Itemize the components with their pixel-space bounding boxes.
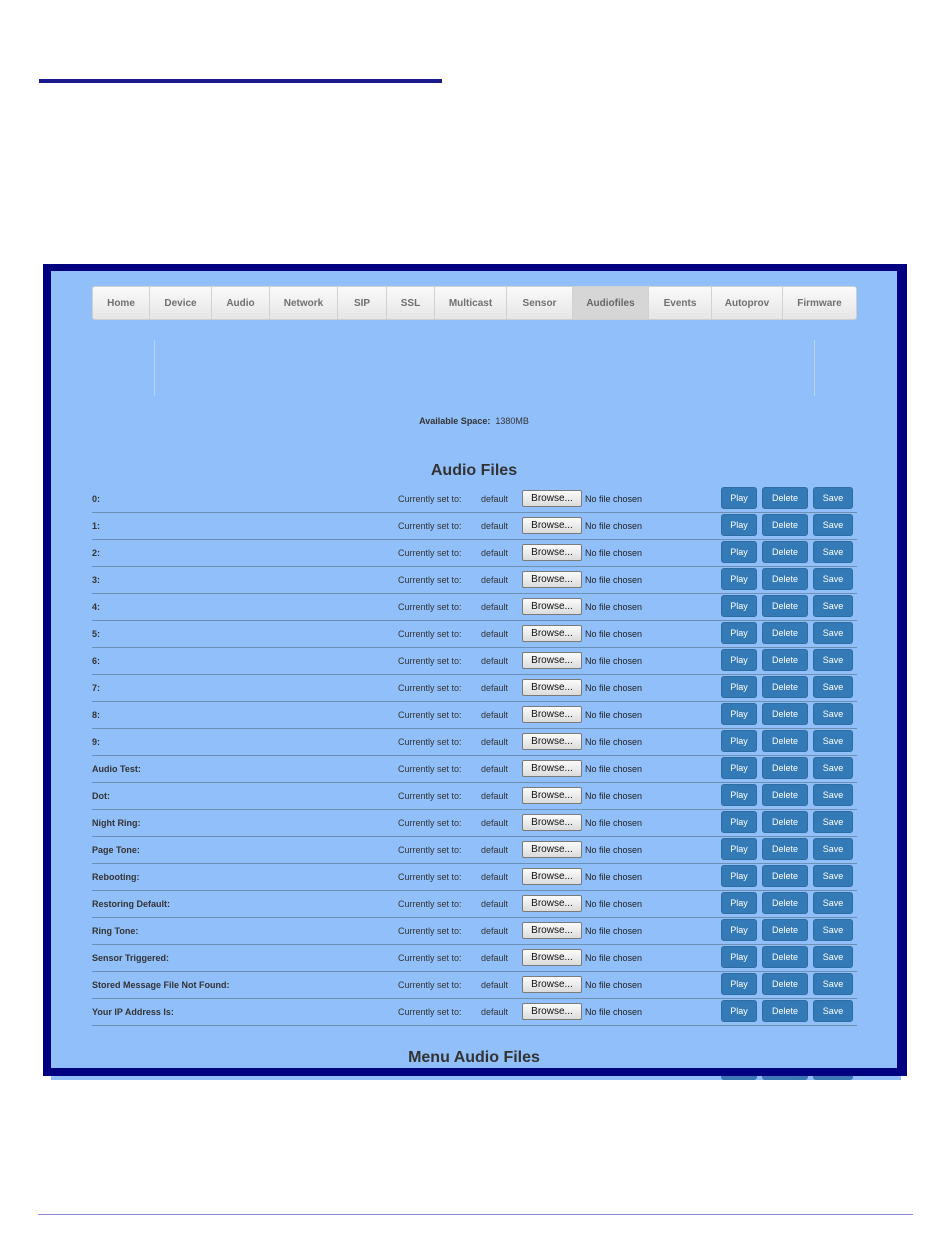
current-file-value: default	[481, 818, 509, 828]
current-file-value: default	[481, 980, 509, 990]
audio-files-heading: Audio Files	[430, 462, 518, 479]
audio-file-name: Rebooting:	[92, 872, 140, 882]
no-file-chosen-text: No file chosen	[585, 845, 643, 855]
document-header-rule	[39, 79, 442, 83]
current-file-value: default	[481, 602, 509, 612]
currently-set-label: Currently set to:	[398, 548, 462, 558]
play-button[interactable]: Play	[721, 595, 757, 617]
currently-set-label: Currently set to:	[398, 494, 462, 504]
current-file-value: default	[481, 656, 509, 666]
currently-set-label: Currently set to:	[398, 521, 462, 531]
no-file-chosen-text: No file chosen	[585, 791, 643, 801]
audio-file-name: 5:	[92, 629, 101, 639]
available-space	[51, 416, 897, 426]
audio-file-row	[92, 756, 857, 783]
save-button[interactable]: Save	[813, 514, 853, 536]
overflow-play-button-edge	[721, 1076, 757, 1080]
tab-home[interactable]: Home	[93, 287, 150, 319]
currently-set-label: Currently set to:	[398, 683, 462, 693]
audio-file-row	[92, 891, 857, 918]
browse-button[interactable]: Browse...	[522, 652, 582, 669]
current-file-value: default	[481, 521, 509, 531]
tab-audiofiles[interactable]: Audiofiles	[573, 287, 649, 319]
delete-button[interactable]: Delete	[762, 892, 808, 914]
audio-file-row	[92, 972, 857, 999]
save-button[interactable]: Save	[813, 757, 853, 779]
browse-button[interactable]: Browse...	[522, 733, 582, 750]
tab-network[interactable]: Network	[270, 287, 338, 319]
play-button[interactable]: Play	[721, 622, 757, 644]
current-file-value: default	[481, 548, 509, 558]
audio-file-row	[92, 648, 857, 675]
no-file-chosen-text: No file chosen	[585, 656, 643, 666]
currently-set-label: Currently set to:	[398, 818, 462, 828]
currently-set-label: Currently set to:	[398, 791, 462, 801]
audio-file-row	[92, 594, 857, 621]
audio-file-row	[92, 675, 857, 702]
audio-file-name: Page Tone:	[92, 845, 140, 855]
audio-file-name: 7:	[92, 683, 101, 693]
no-file-chosen-text: No file chosen	[585, 494, 643, 504]
audio-file-name: Your IP Address Is:	[92, 1007, 174, 1017]
save-button[interactable]: Save	[813, 676, 853, 698]
save-button[interactable]: Save	[813, 649, 853, 671]
audio-file-row	[92, 810, 857, 837]
audio-file-name: Audio Test:	[92, 764, 141, 774]
no-file-chosen-text: No file chosen	[585, 926, 643, 936]
current-file-value: default	[481, 494, 509, 504]
save-button[interactable]: Save	[813, 703, 853, 725]
delete-button[interactable]: Delete	[762, 730, 808, 752]
delete-button[interactable]: Delete	[762, 757, 808, 779]
no-file-chosen-text: No file chosen	[585, 521, 643, 531]
audio-file-row	[92, 540, 857, 567]
tab-device[interactable]: Device	[150, 287, 212, 319]
current-file-value: default	[481, 845, 509, 855]
no-file-chosen-text: No file chosen	[585, 575, 643, 585]
audio-file-name: Sensor Triggered:	[92, 953, 170, 963]
play-button[interactable]: Play	[721, 568, 757, 590]
currently-set-label: Currently set to:	[398, 1007, 462, 1017]
delete-button[interactable]: Delete	[762, 514, 808, 536]
currently-set-label: Currently set to:	[398, 764, 462, 774]
play-button[interactable]: Play	[721, 919, 757, 941]
browse-button[interactable]: Browse...	[522, 571, 582, 588]
audio-file-name: Restoring Default:	[92, 899, 171, 909]
currently-set-label: Currently set to:	[398, 656, 462, 666]
play-button[interactable]: Play	[721, 973, 757, 995]
audio-file-name: 0:	[92, 494, 101, 504]
delete-button[interactable]: Delete	[762, 811, 808, 833]
panel-divider-left	[154, 340, 155, 396]
currently-set-label: Currently set to:	[398, 872, 462, 882]
audio-file-name: 4:	[92, 602, 101, 612]
delete-button[interactable]: Delete	[762, 919, 808, 941]
audio-file-name: Dot:	[92, 791, 110, 801]
play-button[interactable]: Play	[721, 649, 757, 671]
delete-button[interactable]: Delete	[762, 622, 808, 644]
no-file-chosen-text: No file chosen	[585, 818, 643, 828]
delete-button[interactable]: Delete	[762, 676, 808, 698]
currently-set-label: Currently set to:	[398, 710, 462, 720]
no-file-chosen-text: No file chosen	[585, 953, 643, 963]
browse-button[interactable]: Browse...	[522, 895, 582, 912]
audio-file-row	[92, 999, 857, 1026]
save-button[interactable]: Save	[813, 973, 853, 995]
browse-button[interactable]: Browse...	[522, 922, 582, 939]
current-file-value: default	[481, 791, 509, 801]
audio-file-row	[92, 864, 857, 891]
no-file-chosen-text: No file chosen	[585, 872, 643, 882]
audio-file-row	[92, 486, 857, 513]
tab-autoprov[interactable]: Autoprov	[712, 287, 783, 319]
delete-button[interactable]: Delete	[762, 973, 808, 995]
play-button[interactable]: Play	[721, 757, 757, 779]
tab-audio[interactable]: Audio	[212, 287, 270, 319]
play-button[interactable]: Play	[721, 892, 757, 914]
audio-file-row	[92, 918, 857, 945]
current-file-value: default	[481, 926, 509, 936]
save-button[interactable]: Save	[813, 568, 853, 590]
audio-file-row	[92, 702, 857, 729]
no-file-chosen-text: No file chosen	[585, 602, 643, 612]
audio-files-list	[92, 486, 857, 1026]
current-file-value: default	[481, 629, 509, 639]
audio-file-row	[92, 837, 857, 864]
no-file-chosen-text: No file chosen	[585, 764, 643, 774]
play-button[interactable]: Play	[721, 865, 757, 887]
audio-file-row	[92, 783, 857, 810]
delete-button[interactable]: Delete	[762, 784, 808, 806]
current-file-value: default	[481, 899, 509, 909]
audio-file-name: 3:	[92, 575, 101, 585]
tab-firmware[interactable]: Firmware	[797, 297, 842, 309]
play-button[interactable]: Play	[721, 811, 757, 833]
play-button[interactable]: Play	[721, 487, 757, 509]
delete-button[interactable]: Delete	[762, 541, 808, 563]
currently-set-label: Currently set to:	[398, 629, 462, 639]
delete-button[interactable]: Delete	[762, 595, 808, 617]
available-space-value: 1380MB	[495, 416, 529, 426]
current-file-value: default	[481, 1007, 509, 1017]
audio-file-name: 9:	[92, 737, 101, 747]
browse-button[interactable]: Browse...	[522, 841, 582, 858]
tab-sip[interactable]: SIP	[338, 287, 387, 319]
audio-file-name: Ring Tone:	[92, 926, 139, 936]
currently-set-label: Currently set to:	[398, 845, 462, 855]
current-file-value: default	[481, 953, 509, 963]
audio-file-row	[92, 945, 857, 972]
delete-button[interactable]: Delete	[762, 568, 808, 590]
current-file-value: default	[481, 737, 509, 747]
browse-button[interactable]: Browse...	[522, 814, 582, 831]
tab-sensor[interactable]: Sensor	[507, 287, 573, 319]
delete-button[interactable]: Delete	[762, 946, 808, 968]
save-button[interactable]: Save	[813, 1000, 853, 1022]
browse-button[interactable]: Browse...	[522, 706, 582, 723]
no-file-chosen-text: No file chosen	[585, 548, 643, 558]
audio-file-name: 2:	[92, 548, 101, 558]
no-file-chosen-text: No file chosen	[585, 1007, 643, 1017]
top-navigation-bar	[92, 286, 857, 320]
save-button[interactable]: Save	[813, 946, 853, 968]
no-file-chosen-text: No file chosen	[585, 980, 643, 990]
save-button[interactable]: Save	[813, 892, 853, 914]
no-file-chosen-text: No file chosen	[585, 710, 643, 720]
tab-events[interactable]: Events	[649, 287, 712, 319]
delete-button[interactable]: Delete	[762, 487, 808, 509]
browse-button[interactable]: Browse...	[522, 490, 582, 507]
play-button[interactable]: Play	[721, 946, 757, 968]
audio-file-name: Stored Message File Not Found:	[92, 980, 230, 990]
currently-set-label: Currently set to:	[398, 980, 462, 990]
browse-button[interactable]: Browse...	[522, 544, 582, 561]
overflow-delete-button-edge	[762, 1076, 808, 1080]
play-button[interactable]: Play	[721, 1000, 757, 1022]
save-button[interactable]: Save	[813, 811, 853, 833]
panel-divider-right	[814, 340, 815, 396]
browse-button[interactable]: Browse...	[522, 868, 582, 885]
audio-file-row	[92, 729, 857, 756]
save-button[interactable]: Save	[813, 487, 853, 509]
play-button[interactable]: Play	[721, 703, 757, 725]
audio-file-name: 8:	[92, 710, 101, 720]
browse-button[interactable]: Browse...	[522, 949, 582, 966]
available-space-label: Available Space:	[419, 416, 491, 426]
browse-button[interactable]: Browse...	[522, 517, 582, 534]
audio-file-row	[92, 567, 857, 594]
audio-file-row	[92, 621, 857, 648]
browse-button[interactable]: Browse...	[522, 787, 582, 804]
current-file-value: default	[481, 872, 509, 882]
delete-button[interactable]: Delete	[762, 649, 808, 671]
play-button[interactable]: Play	[721, 514, 757, 536]
delete-button[interactable]: Delete	[762, 1000, 808, 1022]
current-file-value: default	[481, 710, 509, 720]
browse-button[interactable]: Browse...	[522, 760, 582, 777]
audio-file-name: 1:	[92, 521, 101, 531]
play-button[interactable]: Play	[721, 784, 757, 806]
save-button[interactable]: Save	[813, 838, 853, 860]
no-file-chosen-text: No file chosen	[585, 683, 643, 693]
page-overflow-strip	[51, 1076, 901, 1080]
save-button[interactable]: Save	[813, 865, 853, 887]
browse-button[interactable]: Browse...	[522, 679, 582, 696]
currently-set-label: Currently set to:	[398, 575, 462, 585]
currently-set-label: Currently set to:	[398, 953, 462, 963]
no-file-chosen-text: No file chosen	[585, 629, 643, 639]
current-file-value: default	[481, 764, 509, 774]
play-button[interactable]: Play	[721, 730, 757, 752]
web-ui-page	[51, 271, 897, 1068]
save-button[interactable]: Save	[813, 622, 853, 644]
browse-button[interactable]: Browse...	[522, 1003, 582, 1020]
currently-set-label: Currently set to:	[398, 926, 462, 936]
current-file-value: default	[481, 575, 509, 585]
audio-file-name: Night Ring:	[92, 818, 141, 828]
browse-button[interactable]: Browse...	[522, 625, 582, 642]
browse-button[interactable]: Browse...	[522, 976, 582, 993]
currently-set-label: Currently set to:	[398, 899, 462, 909]
audio-file-name: 6:	[92, 656, 101, 666]
save-button[interactable]: Save	[813, 919, 853, 941]
no-file-chosen-text: No file chosen	[585, 899, 643, 909]
delete-button[interactable]: Delete	[762, 703, 808, 725]
save-button[interactable]: Save	[813, 595, 853, 617]
audio-file-row	[92, 513, 857, 540]
current-file-value: default	[481, 683, 509, 693]
delete-button[interactable]: Delete	[762, 838, 808, 860]
menu-audio-files-heading: Menu Audio Files	[408, 1049, 540, 1066]
play-button[interactable]: Play	[721, 541, 757, 563]
document-footer-rule	[38, 1214, 913, 1215]
currently-set-label: Currently set to:	[398, 602, 462, 612]
tab-ssl[interactable]: SSL	[387, 287, 435, 319]
tab-multicast[interactable]: Multicast	[435, 287, 507, 319]
browse-button[interactable]: Browse...	[522, 598, 582, 615]
save-button[interactable]: Save	[813, 730, 853, 752]
no-file-chosen-text: No file chosen	[585, 737, 643, 747]
save-button[interactable]: Save	[813, 541, 853, 563]
delete-button[interactable]: Delete	[762, 865, 808, 887]
play-button[interactable]: Play	[721, 676, 757, 698]
currently-set-label: Currently set to:	[398, 737, 462, 747]
web-ui-screenshot-frame	[43, 264, 907, 1076]
play-button[interactable]: Play	[721, 838, 757, 860]
overflow-save-button-edge	[813, 1076, 853, 1080]
save-button[interactable]: Save	[813, 784, 853, 806]
